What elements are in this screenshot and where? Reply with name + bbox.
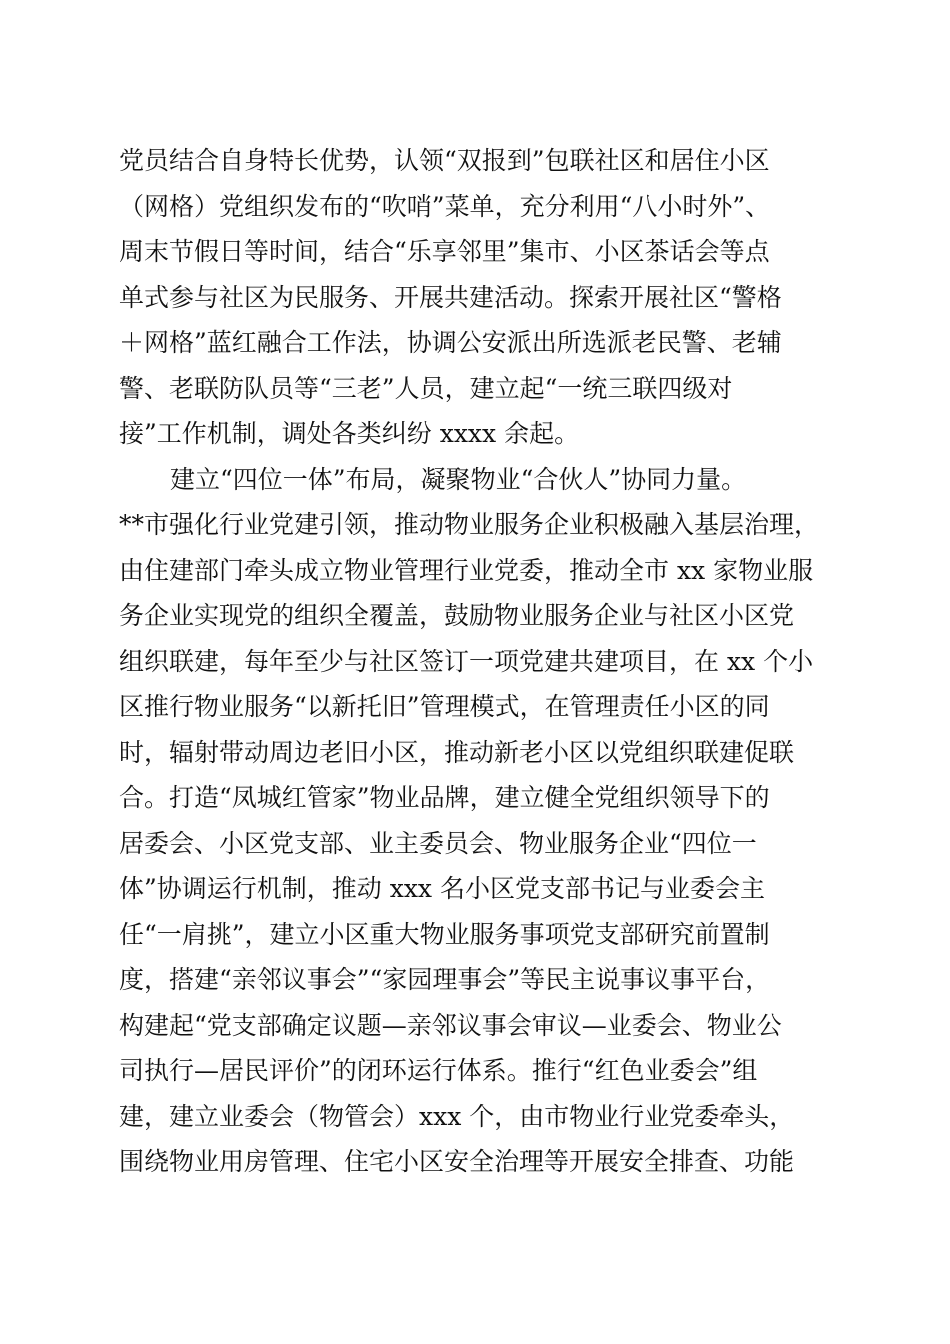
text-line: 合。打造“凤城红管家”物业品牌，建立健全党组织领导下的 (119, 783, 770, 812)
text-line: 区推行物业服务“以新托旧”管理模式，在管理责任小区的同 (119, 692, 770, 721)
text-line: 建，建立业委会（物管会）xxx 个，由市物业行业党委牵头， (119, 1101, 795, 1131)
text-line: 任“一肩挑”，建立小区重大物业服务事项党支部研究前置制 (119, 919, 770, 949)
text-line: 时，辐射带动周边老旧小区，推动新老小区以党组织联建促联 (119, 737, 795, 767)
text-line: 度，搭建“亲邻议事会”“家园理事会”等民主说事议事平台， (119, 965, 771, 994)
text-line: 接”工作机制，调处各类纠纷 xxxx 余起。 (119, 419, 580, 448)
text-line: 警、老联防队员等“三老”人员，建立起“一统三联四级对 (119, 373, 733, 403)
text-line: 周末节假日等时间，结合“乐享邻里”集市、小区茶话会等点 (119, 237, 770, 266)
text-line: 司执行—居民评价”的闭环运行体系。推行“红色业委会”组 (119, 1056, 758, 1085)
text-line: ＋网格”蓝红融合工作法，协调公安派出所选派老民警、老辅 (119, 328, 782, 357)
text-line: 单式参与社区为民服务、开展共建活动。探索开展社区“警格 (119, 282, 782, 312)
text-line: **市强化行业党建引领，推动物业服务企业积极融入基层治理， (119, 510, 820, 539)
body-text (119, 138, 831, 1185)
text-line: 由住建部门牵头成立物业管理行业党委，推动全市 xx 家物业服 (119, 555, 814, 585)
text-line: 居委会、小区党支部、业主委员会、物业服务企业“四位一 (119, 828, 757, 858)
text-line: 组织联建，每年至少与社区签订一项党建共建项目，在 xx 个小 (119, 646, 814, 676)
text-line: 围绕物业用房管理、住宅小区安全治理等开展安全排查、功能 (119, 1147, 795, 1176)
paragraph-heading-line: 建立“四位一体”布局，凝聚物业“合伙人”协同力量。 (170, 464, 747, 494)
text-line: 构建起“党支部确定议题—亲邻议事会审议—业委会、物业公 (119, 1010, 782, 1040)
text-line: 党员结合自身特长优势，认领“双报到”包联社区和居住小区 (119, 146, 770, 175)
text-line: （网格）党组织发布的“吹哨”菜单，充分利用“八小时外”、 (119, 191, 771, 221)
text-line: 体”协调运行机制，推动 xxx 名小区党支部书记与业委会主 (119, 874, 765, 903)
text-line: 务企业实现党的组织全覆盖，鼓励物业服务企业与社区小区党 (119, 601, 795, 630)
